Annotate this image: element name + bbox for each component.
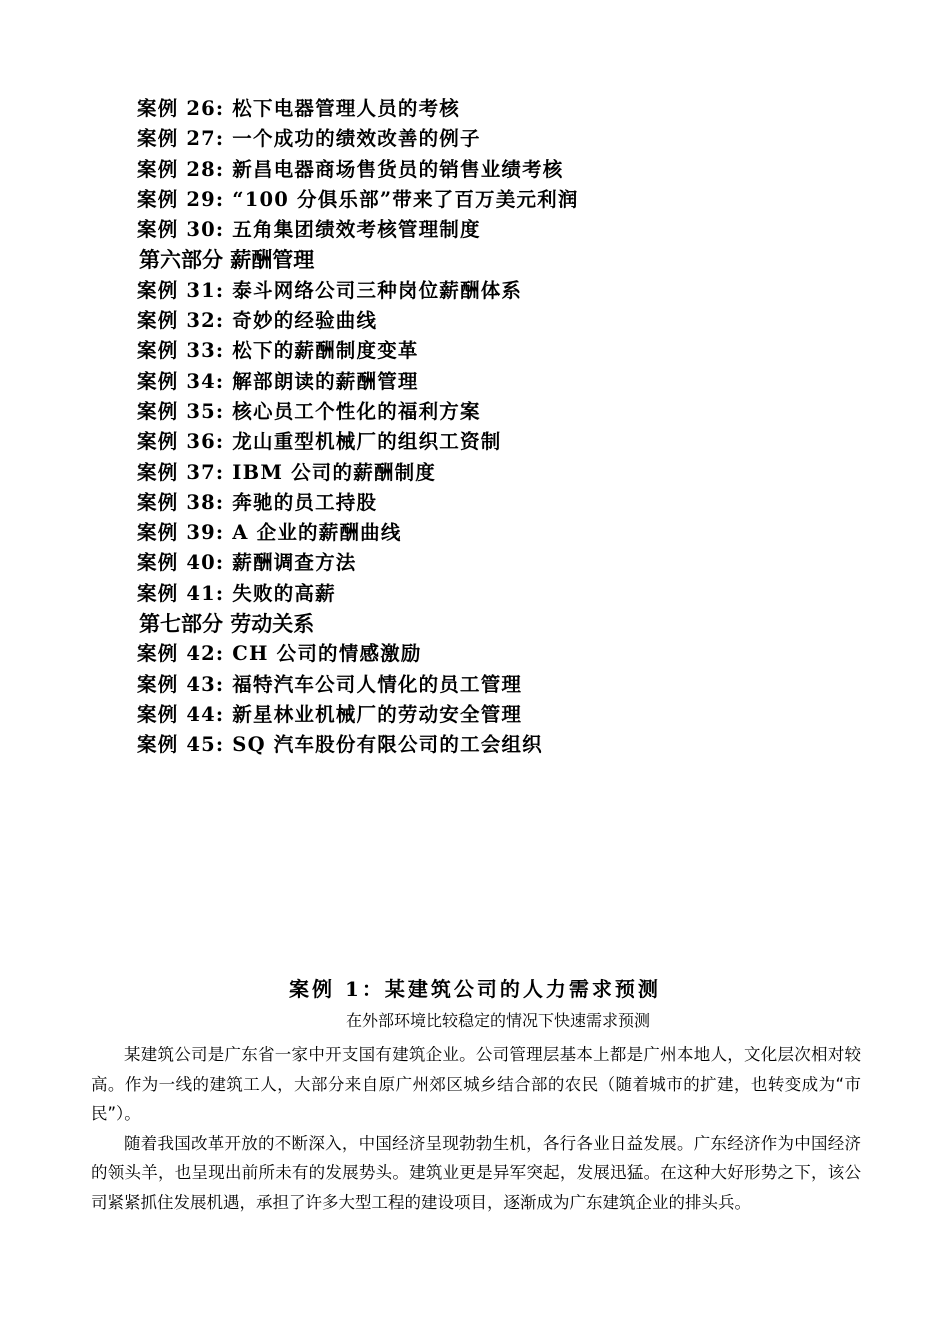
- case-body: [91, 1040, 861, 1217]
- toc-entry: 案例 32: 奇妙的经验曲线: [137, 309, 378, 333]
- toc-entry: 案例 44: 新星林业机械厂的劳动安全管理: [137, 702, 523, 726]
- case-title: 案例 1：某建筑公司的人力需求预测: [289, 977, 661, 1001]
- toc-entry: 案例 30: 五角集团绩效考核管理制度: [137, 218, 481, 242]
- case-subtitle: 在外部环境比较稳定的情况下快速需求预测: [345, 1011, 650, 1030]
- toc-entry: 案例 37: IBM 公司的薪酬制度: [137, 460, 436, 484]
- toc-entry: 案例 36: 龙山重型机械厂的组织工资制: [137, 430, 502, 454]
- toc-entry: 案例 40: 薪酬调查方法: [137, 551, 357, 575]
- toc-entry: 案例 31: 泰斗网络公司三种岗位薪酬体系: [137, 278, 523, 302]
- toc-entry: 案例 33: 松下的薪酬制度变革: [137, 339, 419, 363]
- toc-entry: 案例 41: 失败的高薪: [137, 581, 336, 605]
- toc-entry: 案例 45: SQ 汽车股份有限公司的工会组织: [137, 733, 543, 757]
- toc-entry: 案例 35: 核心员工个性化的福利方案: [137, 399, 481, 423]
- body-paragraph: 随着我国改革开放的不断深入，中国经济呈现勃勃生机，各行各业日益发展。广东经济作为中国经济的领头羊，也呈现出前所未有的发展势头。建筑业更是异军突起，发展迅猛。在这种大好形势之下，该公司紧紧抓住发展机遇，承担了许多大型工程的建设项目，逐渐成为广东建筑企业的排头兵。: [91, 1133, 861, 1212]
- toc-entry: 案例 29: “100 分俱乐部”带来了百万美元利润: [137, 187, 579, 211]
- toc-entry: 案例 43: 福特汽车公司人情化的员工管理: [137, 672, 523, 696]
- toc-entry: 案例 42: CH 公司的情感激励: [137, 642, 422, 666]
- toc-entry: 案例 39: A 企业的薪酬曲线: [137, 521, 402, 545]
- table-of-contents: [137, 94, 837, 761]
- section-heading: 第七部分 劳动关系: [139, 612, 315, 637]
- toc-entry: 案例 38: 奔驰的员工持股: [137, 490, 378, 514]
- section-heading: 第六部分 薪酬管理: [139, 248, 315, 273]
- toc-entry: 案例 34: 解部朗读的薪酬管理: [137, 369, 419, 393]
- toc-entry: 案例 28: 新昌电器商场售货员的销售业绩考核: [137, 157, 564, 181]
- body-paragraph: 某建筑公司是广东省一家中开支国有建筑企业。公司管理层基本上都是广州本地人，文化层次相对较高。作为一线的建筑工人，大部分来自原广州郊区城乡结合部的农民（随着城市的扩建，也转变成为“市民”）。: [91, 1045, 861, 1123]
- toc-entry: 案例 27: 一个成功的绩效改善的例子: [137, 127, 481, 151]
- toc-entry: 案例 26: 松下电器管理人员的考核: [137, 97, 461, 120]
